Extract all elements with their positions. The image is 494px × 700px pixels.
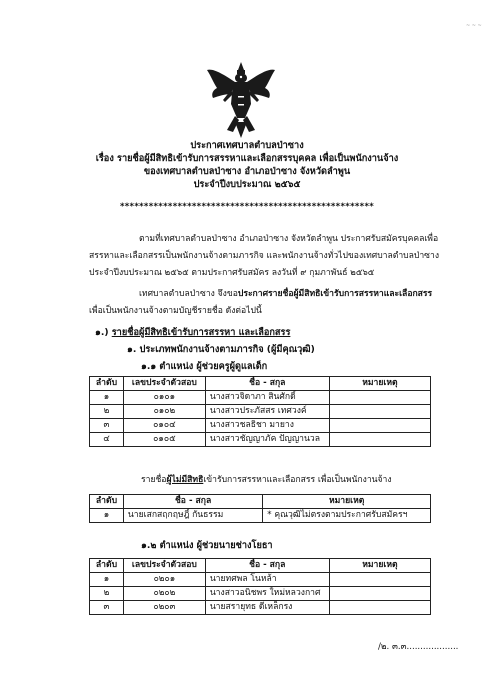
position-1-table bbox=[89, 376, 431, 447]
paragraph-2-line-1 bbox=[139, 288, 432, 300]
column-header-remark: หมายเหตุ bbox=[263, 495, 431, 509]
section-1-number: ๑.) bbox=[95, 327, 109, 338]
table-row bbox=[90, 405, 431, 419]
row-name: นางสาวอนิชพร ใหม่หลวงกาศ bbox=[205, 587, 329, 601]
position-1-heading: ๑.๑ ตำแหน่ง ผู้ช่วยครูผู้ดูแลเด็ก bbox=[141, 361, 268, 372]
row-remark bbox=[329, 419, 430, 433]
row-remark bbox=[329, 573, 430, 587]
garuda-emblem-icon bbox=[205, 60, 277, 140]
ineligible-heading-emphasis: ผู้ไม่มีสิทธิ bbox=[166, 475, 204, 485]
section-1-heading bbox=[95, 327, 290, 339]
column-header-order: ลำดับ bbox=[90, 559, 124, 573]
paragraph-1-line-2: สรรหาและเลือกสรรเป็นพนักงานจ้างตามภารกิจ และพนักงานจ้างทั่วไปของเทศบาลตำบลป่าซาง bbox=[89, 251, 440, 261]
column-header-exam-id: เลขประจำตัวสอบ bbox=[123, 559, 205, 573]
column-header-order: ลำดับ bbox=[90, 495, 124, 509]
announcement-org-location: ของเทศบาลตำบลป่าซาง อำเภอป่าซาง จังหวัดลำพูน bbox=[143, 166, 351, 177]
row-name: นางสาวชลธิชา มายาง bbox=[205, 419, 329, 433]
row-name: นางสาวจิดาภา สินศักดิ์ bbox=[205, 391, 329, 405]
row-order: ๑ bbox=[90, 391, 124, 405]
row-exam-id: ๐๒๐๑ bbox=[123, 573, 205, 587]
announcement-fiscal-year: ประจำปีงบประมาณ ๒๕๖๕ bbox=[193, 179, 301, 190]
table-header-row bbox=[90, 559, 431, 573]
table-header-row bbox=[90, 495, 431, 509]
column-header-exam-id: เลขประจำตัวสอบ bbox=[123, 377, 205, 391]
table-row bbox=[90, 509, 431, 523]
row-order: ๑ bbox=[90, 509, 124, 523]
row-exam-id: ๐๑๐๕ bbox=[123, 433, 205, 447]
column-header-order: ลำดับ bbox=[90, 377, 124, 391]
table-row bbox=[90, 573, 431, 587]
row-name: นายเสกสฤกฤษฎิ์ กันธรรม bbox=[123, 509, 262, 523]
row-order: ๑ bbox=[90, 573, 124, 587]
corner-mark: ~ ~ ~ bbox=[466, 23, 482, 29]
table-row bbox=[90, 433, 431, 447]
column-header-name: ชื่อ - สกุล bbox=[205, 559, 329, 573]
table-row bbox=[90, 587, 431, 601]
paragraph-1-line-1: ตามที่เทศบาลตำบลป่าซาง อำเภอป่าซาง จังหวัดลำพูน ประกาศรับสมัครบุคคลเพื่อ bbox=[139, 234, 439, 244]
ineligible-heading-pre: รายชื่อ bbox=[141, 475, 167, 485]
row-remark bbox=[329, 587, 430, 601]
column-header-remark: หมายเหตุ bbox=[329, 377, 430, 391]
column-header-name: ชื่อ - สกุล bbox=[205, 377, 329, 391]
ineligible-heading-post: เข้ารับการสรรหาและเลือกสรร เพื่อเป็นพนักงานจ้าง bbox=[203, 475, 392, 485]
row-order: ๔ bbox=[90, 433, 124, 447]
row-exam-id: ๐๒๐๒ bbox=[123, 587, 205, 601]
row-order: ๒ bbox=[90, 405, 124, 419]
column-header-remark: หมายเหตุ bbox=[329, 559, 430, 573]
row-remark: * คุณวุฒิไม่ตรงตามประกาศรับสมัครฯ bbox=[263, 509, 431, 523]
table-row bbox=[90, 601, 431, 615]
paragraph-2-emphasis: ประกาศรายชื่อผู้มีสิทธิเข้ารับการสรรหาและเลือกสรร bbox=[237, 289, 433, 299]
row-name: นางสาวชัญญาภัค ปัญญานวล bbox=[205, 433, 329, 447]
position-2-heading: ๑.๒ ตำแหน่ง ผู้ช่วยนายช่างโยธา bbox=[141, 540, 273, 551]
paragraph-2-line-2: เพื่อเป็นพนักงานจ้างตามบัญชีรายชื่อ ดังต่อไปนี้ bbox=[89, 306, 262, 316]
row-order: ๓ bbox=[90, 419, 124, 433]
row-exam-id: ๐๑๐๑ bbox=[123, 391, 205, 405]
table-header-row bbox=[90, 377, 431, 391]
ineligible-table bbox=[89, 494, 431, 523]
row-name: นายทศพล โนหล้า bbox=[205, 573, 329, 587]
row-name: นางสาวประภัสสร เทศวงค์ bbox=[205, 405, 329, 419]
paragraph-1-line-3: ประจำปีงบประมาณ ๒๕๖๕ ตามประกาศรับสมัคร ลงวันที่ ๙ กุมภาพันธ์ ๒๕๖๕ bbox=[89, 268, 375, 278]
row-order: ๒ bbox=[90, 587, 124, 601]
page-continuation: /๒. ๓.๓................... bbox=[378, 642, 459, 652]
row-exam-id: ๐๑๐๔ bbox=[123, 419, 205, 433]
row-remark bbox=[329, 433, 430, 447]
announcement-subject: เรื่อง รายชื่อผู้มีสิทธิเข้ารับการสรรหาและเลือกสรรบุคคล เพื่อเป็นพนักงานจ้าง bbox=[95, 153, 399, 164]
row-name: นายสรายุทธ ดีเหล็กรง bbox=[205, 601, 329, 615]
ineligible-heading bbox=[141, 474, 392, 486]
row-exam-id: ๐๒๐๓ bbox=[123, 601, 205, 615]
paragraph-2-intro: เทศบาลตำบลป่าซาง จึงขอ bbox=[139, 289, 238, 299]
row-order: ๓ bbox=[90, 601, 124, 615]
position-2-table bbox=[89, 558, 431, 615]
row-remark bbox=[329, 405, 430, 419]
row-remark bbox=[329, 391, 430, 405]
table-row bbox=[90, 419, 431, 433]
row-remark bbox=[329, 601, 430, 615]
announcement-org: ประกาศเทศบาลตำบลป่าซาง bbox=[190, 140, 304, 151]
row-exam-id: ๐๑๐๒ bbox=[123, 405, 205, 419]
table-row bbox=[90, 391, 431, 405]
column-header-name: ชื่อ - สกุล bbox=[123, 495, 262, 509]
section-1-title: รายชื่อผู้มีสิทธิเข้ารับการสรรหา และเลือกสรร bbox=[111, 327, 291, 338]
star-divider: ***************************************************** bbox=[119, 202, 375, 212]
employee-type-heading: ๑. ประเภทพนักงานจ้างตามภารกิจ (ผู้มีคุณวุฒิ) bbox=[127, 344, 315, 355]
